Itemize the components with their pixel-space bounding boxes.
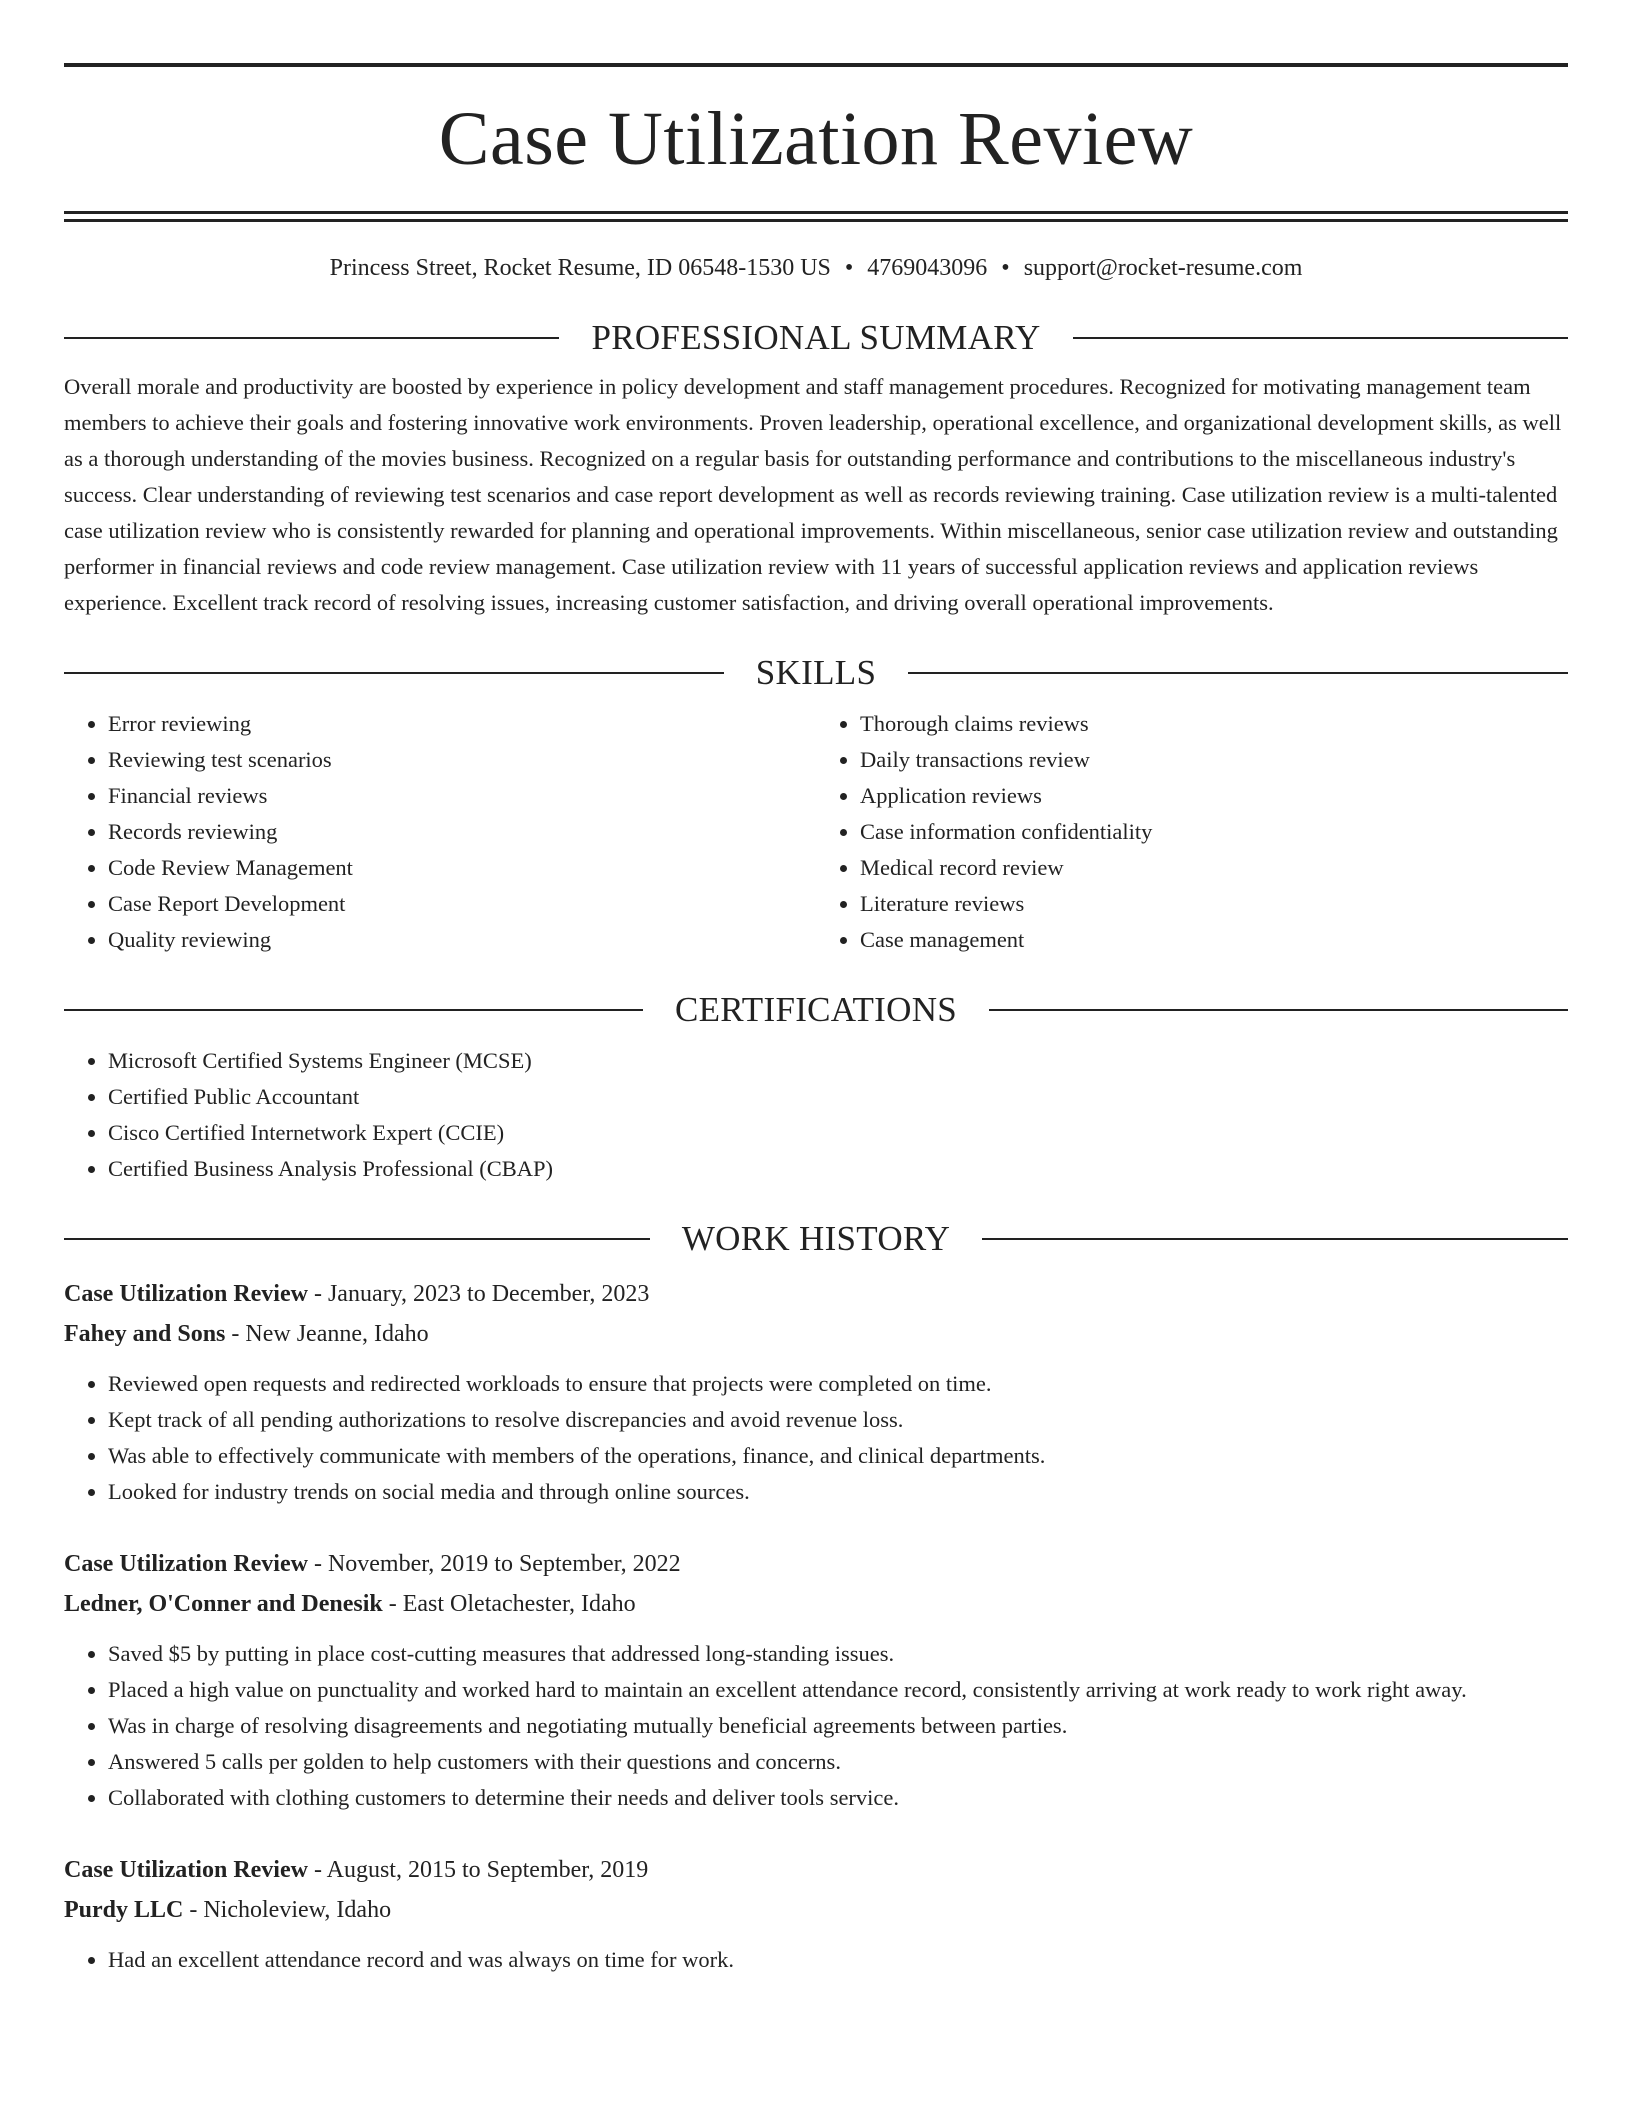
contact-email: support@rocket-resume.com — [1023, 255, 1303, 281]
contact-separator: • — [1001, 255, 1010, 281]
skills-section-heading — [64, 655, 1568, 690]
certifications-heading: CERTIFICATIONS — [674, 990, 958, 1029]
job-bullets — [64, 1942, 1568, 1978]
job-location: - Nicholeview, Idaho — [183, 1897, 392, 1923]
job-title-line — [64, 1544, 1568, 1584]
heading-rule-left — [64, 672, 724, 674]
skill-item: • Thorough claims reviews — [860, 706, 1568, 742]
job-location: - East Oletachester, Idaho — [382, 1591, 636, 1617]
certification-item: • Cisco Certified Internetwork Expert (CCIE) — [108, 1115, 1568, 1151]
skill-item: • Application reviews — [860, 778, 1568, 814]
skills-grid — [64, 706, 1568, 958]
job-title: Case Utilization Review — [64, 1857, 308, 1883]
job-bullets — [64, 1366, 1568, 1510]
skill-item: • Reviewing test scenarios — [108, 742, 816, 778]
job-bullet: • Was able to effectively communicate with members of the operations, finance, and clinical departments. — [108, 1438, 1568, 1474]
job-title: Case Utilization Review — [64, 1551, 308, 1577]
skill-item: • Case Report Development — [108, 886, 816, 922]
heading-rule-left — [64, 1009, 643, 1011]
contact-phone: 4769043096 — [867, 255, 988, 281]
heading-rule-right — [989, 1009, 1568, 1011]
skills-list-left — [64, 706, 816, 958]
top-rule — [64, 63, 1568, 67]
skill-item: • Financial reviews — [108, 778, 816, 814]
certifications-section-heading — [64, 992, 1568, 1027]
summary-section-heading — [64, 320, 1568, 355]
contact-line — [64, 256, 1568, 280]
job-company-line — [64, 1314, 1568, 1354]
heading-rule-left — [64, 1238, 650, 1240]
job-bullet: • Reviewed open requests and redirected workloads to ensure that projects were completed on time. — [108, 1366, 1568, 1402]
job-company-line — [64, 1584, 1568, 1624]
job-dates: - January, 2023 to December, 2023 — [307, 1281, 650, 1307]
job-company: Fahey and Sons — [64, 1321, 226, 1347]
job-bullet: • Placed a high value on punctuality and worked hard to maintain an excellent attendance record, consistently arriving at work ready to work right away. — [108, 1672, 1568, 1708]
skills-list-right — [816, 706, 1568, 958]
summary-heading: PROFESSIONAL SUMMARY — [591, 318, 1041, 357]
job-bullet: • Saved $5 by putting in place cost-cutting measures that addressed long-standing issues. — [108, 1636, 1568, 1672]
certifications-list — [64, 1043, 1568, 1187]
job-company: Purdy LLC — [64, 1897, 184, 1923]
job-company-line — [64, 1890, 1568, 1930]
job-bullet: • Kept track of all pending authorizations to resolve discrepancies and avoid revenue loss. — [108, 1402, 1568, 1438]
job-entry — [64, 1850, 1568, 1978]
work-section-heading — [64, 1221, 1568, 1256]
contact-address: Princess Street, Rocket Resume, ID 06548-1530 US — [329, 255, 831, 281]
skill-item: • Case information confidentiality — [860, 814, 1568, 850]
skill-item: • Records reviewing — [108, 814, 816, 850]
job-dates: - November, 2019 to September, 2022 — [307, 1551, 681, 1577]
job-bullets — [64, 1636, 1568, 1816]
skill-item: • Literature reviews — [860, 886, 1568, 922]
skills-heading: SKILLS — [755, 653, 877, 692]
job-bullet: • Was in charge of resolving disagreements and negotiating mutually beneficial agreements between parties. — [108, 1708, 1568, 1744]
job-bullet: • Looked for industry trends on social media and through online sources. — [108, 1474, 1568, 1510]
certification-item: • Microsoft Certified Systems Engineer (MCSE) — [108, 1043, 1568, 1079]
job-dates: - August, 2015 to September, 2019 — [307, 1857, 649, 1883]
heading-rule-right — [1073, 337, 1568, 339]
job-bullet: • Had an excellent attendance record and was always on time for work. — [108, 1942, 1568, 1978]
skill-item: • Error reviewing — [108, 706, 816, 742]
title-double-rule — [64, 211, 1568, 222]
heading-rule-right — [908, 672, 1568, 674]
resume-page — [64, 0, 1568, 1978]
skill-item: • Quality reviewing — [108, 922, 816, 958]
skill-item: • Code Review Management — [108, 850, 816, 886]
skill-item: • Medical record review — [860, 850, 1568, 886]
job-location: - New Jeanne, Idaho — [225, 1321, 429, 1347]
certification-item: • Certified Public Accountant — [108, 1079, 1568, 1115]
resume-title: Case Utilization Review — [438, 97, 1194, 181]
job-bullet: • Collaborated with clothing customers to determine their needs and deliver tools service. — [108, 1780, 1568, 1816]
contact-separator: • — [844, 255, 854, 281]
skill-item: • Case management — [860, 922, 1568, 958]
heading-rule-right — [982, 1238, 1568, 1240]
work-heading: WORK HISTORY — [681, 1219, 951, 1258]
job-bullet: • Answered 5 calls per golden to help customers with their questions and concerns. — [108, 1744, 1568, 1780]
skill-item: • Daily transactions review — [860, 742, 1568, 778]
job-company: Ledner, O'Conner and Denesik — [64, 1591, 383, 1617]
job-entry — [64, 1544, 1568, 1816]
heading-rule-left — [64, 337, 559, 339]
summary-text: Overall morale and productivity are boosted by experience in policy development and staff management procedures. Recognized for motivating management team members to achieve their goals and fostering innovative work environments. Proven leadership, operational excellence, and organizational development skills, as well as a thorough understanding of the movies business. Recognized on a regular basis for outstanding performance and contributions to the miscellaneous industry's success. Clear understanding of reviewing test scenarios and case report development as well as records reviewing training. Case utilization review is a multi-talented case utilization review who is consistently rewarded for planning and operational improvements. Within miscellaneous, senior case utilization review and outstanding performer in financial reviews and code review management. Case utilization review with 11 years of successful application reviews and application reviews experience. Excellent track record of resolving issues, increasing customer satisfaction, and driving overall operational improvements. — [64, 374, 1562, 615]
certification-item: • Certified Business Analysis Professional (CBAP) — [108, 1151, 1568, 1187]
job-title: Case Utilization Review — [64, 1281, 308, 1307]
job-entry — [64, 1274, 1568, 1510]
job-title-line — [64, 1850, 1568, 1890]
job-title-line — [64, 1274, 1568, 1314]
